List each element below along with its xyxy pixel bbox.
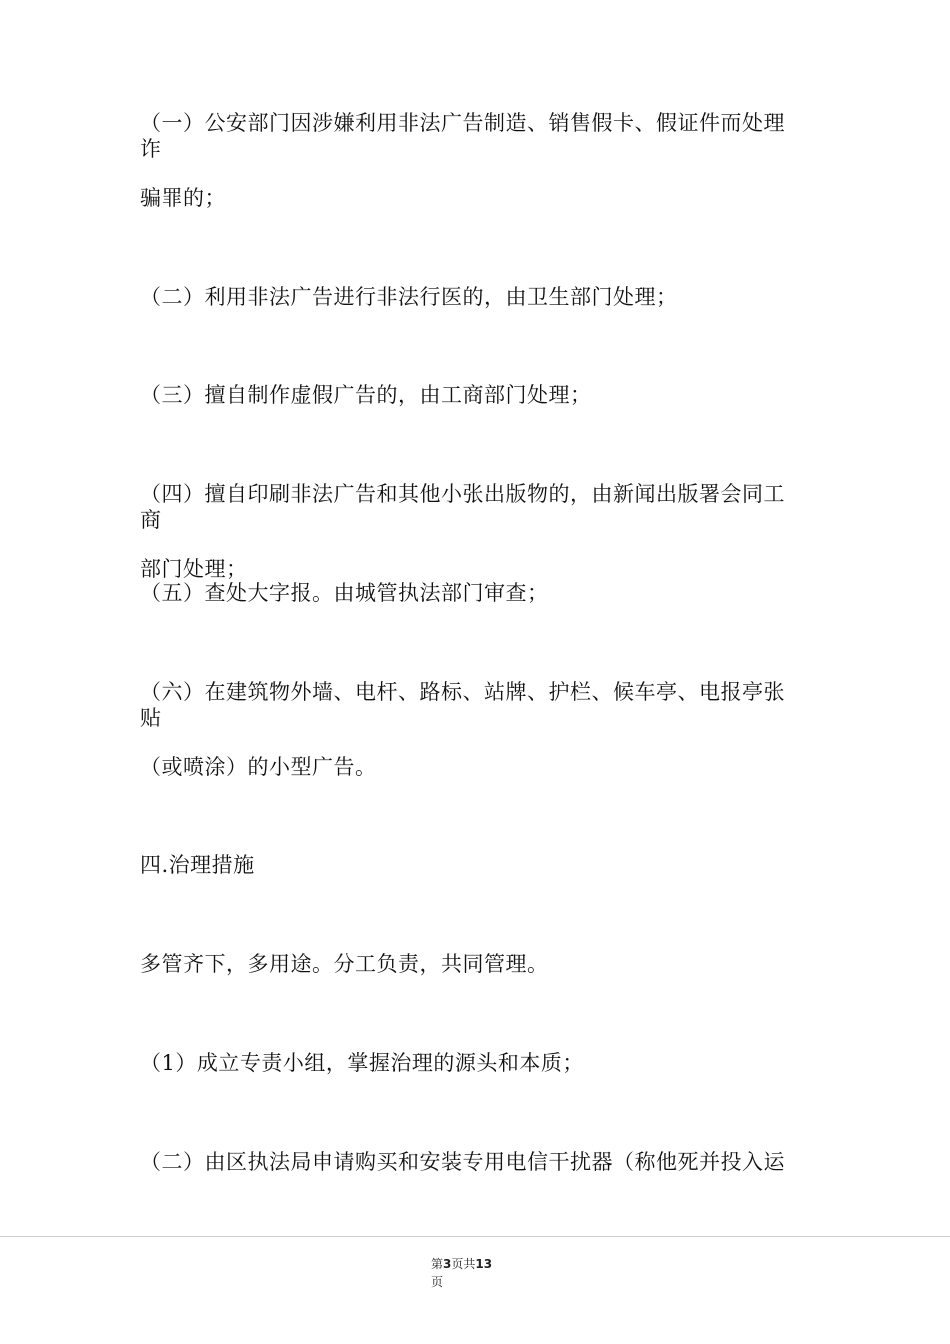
paragraph-line-1: （一）公安部门因涉嫌利用非法广告制造、销售假卡、假证件而处理: [140, 111, 785, 135]
paragraph-line-11: 贴: [140, 706, 162, 730]
footer-prefix: 第: [431, 1257, 444, 1271]
paragraph-line-8: 部门处理；: [140, 557, 248, 581]
paragraph-line-16: （二）由区执法局申请购买和安装专用电信干扰器（称他死并投入运: [140, 1150, 785, 1174]
paragraph-line-2: 诈: [140, 137, 162, 161]
paragraph-line-14: 多管齐下，多用途。分工负责，共同管理。: [140, 952, 549, 976]
paragraph-line-15: （1）成立专责小组，掌握治理的源头和本质；: [140, 1051, 584, 1075]
footer-middle: 页共: [451, 1257, 476, 1271]
page-number-footer: [431, 1256, 492, 1272]
footer-suffix: 页: [431, 1275, 444, 1289]
footer-divider: [0, 1236, 950, 1237]
paragraph-line-5: （三）擅自制作虚假广告的，由工商部门处理；: [140, 383, 592, 407]
footer-total-pages: 13: [475, 1257, 493, 1271]
paragraph-line-4: （二）利用非法广告进行非法行医的，由卫生部门处理；: [140, 285, 678, 309]
footer-page-number: 3: [443, 1257, 452, 1271]
paragraph-line-10: （六）在建筑物外墙、电杆、路标、站牌、护栏、候车亭、电报亭张: [140, 680, 785, 704]
paragraph-line-9: （五）查处大字报。由城管执法部门审查；: [140, 581, 549, 605]
paragraph-line-3: 骗罪的；: [140, 186, 226, 210]
paragraph-line-7: 商: [140, 508, 162, 532]
paragraph-line-12: （或喷涂）的小型广告。: [140, 755, 377, 779]
paragraph-line-6: （四）擅自印刷非法广告和其他小张出版物的，由新闻出版署会同工: [140, 482, 785, 506]
section-heading: 四.治理措施: [140, 853, 255, 877]
